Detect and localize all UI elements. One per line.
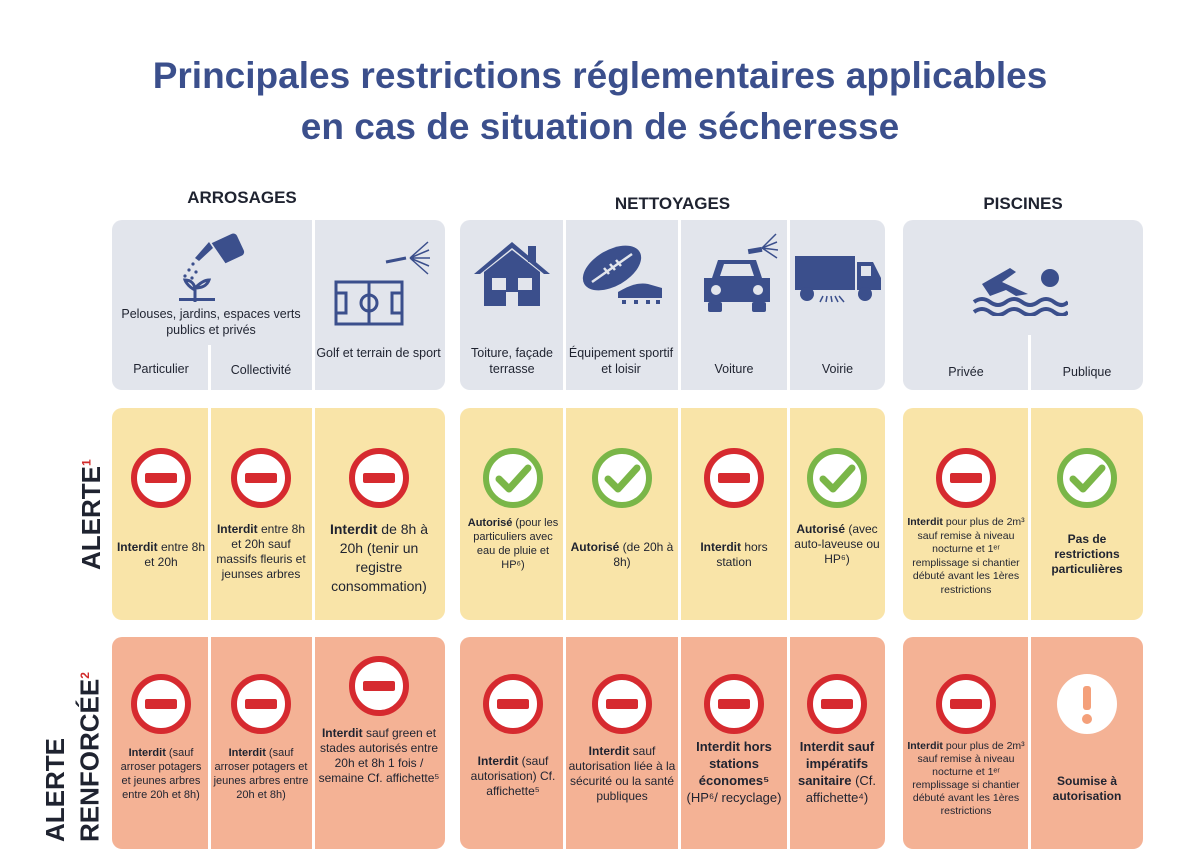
cell-text-part: Soumise à autorisation xyxy=(1052,774,1122,803)
alerte-text-3 xyxy=(318,520,440,596)
cell-text-part: (Cf. affichette⁴) xyxy=(805,773,877,805)
row-divider xyxy=(563,408,566,849)
cell-text-part: Autorisé xyxy=(570,540,620,554)
swimmer-icon xyxy=(972,258,1068,316)
cell-text-part: (sauf arroser potagers et jeunes arbres entre 20h et 8h) xyxy=(120,747,202,801)
header-divider xyxy=(1028,335,1031,390)
header-divider xyxy=(208,345,211,390)
alerte-text-6 xyxy=(684,540,784,570)
category-particulier: Particulier xyxy=(133,362,189,376)
alerte-cell-voiture xyxy=(684,446,784,570)
cell-text-part: (HP⁶/ recyclage) xyxy=(686,790,782,805)
alerte-cell-publique xyxy=(1034,446,1140,577)
row-label-alerte-text: ALERTE xyxy=(76,466,106,570)
cell-text-part: entre 8h et 20h sauf massifs fleuris et jeunses arbres xyxy=(216,522,306,581)
forbidden-icon xyxy=(129,672,193,736)
forbidden-icon xyxy=(347,654,411,718)
cell-text-part: Interdit xyxy=(329,521,378,537)
renforcee-text-2 xyxy=(212,746,310,802)
cell-text-part: pour plus de 2m³ sauf remise à niveau nocturne et 1ᵉʳ remplissage si chantier débuté avant les 1ères restrictions xyxy=(912,516,1025,596)
renforcee-text-8 xyxy=(906,740,1026,818)
row-divider xyxy=(787,408,790,849)
page-title-line1: Principales restrictions réglementaires applicables xyxy=(152,55,1048,96)
row-divider xyxy=(312,408,315,849)
renforcee-cell-voiture xyxy=(684,672,784,806)
allowed-icon xyxy=(590,446,654,510)
alerte-text-8 xyxy=(906,516,1026,597)
cell-text-part: Autorisé xyxy=(467,517,513,529)
renforcee-cell-particulier xyxy=(116,672,206,802)
cell-text-part: Interdit xyxy=(907,516,943,528)
alerte-cell-toiture xyxy=(466,446,560,572)
renforcee-text-6 xyxy=(684,738,784,806)
cell-text-part: (de 20h à 8h) xyxy=(613,540,674,569)
sports-field-icon xyxy=(332,238,432,328)
category-privee: Privée xyxy=(948,365,984,379)
renforcee-text-7 xyxy=(792,738,882,806)
row-label-renforcee-note: 2 xyxy=(78,672,92,679)
alerte-cell-collectivite xyxy=(212,446,310,582)
category-equipement: Équipement sportif et loisir xyxy=(568,346,674,376)
forbidden-icon xyxy=(805,672,869,736)
cell-text-part: (avec auto-laveuse ou HP⁶) xyxy=(794,522,880,566)
alerte-cell-golf xyxy=(318,446,440,596)
cell-text-part: Interdit xyxy=(700,540,741,554)
cell-text-part: Interdit xyxy=(477,754,519,768)
cell-text-part: Interdit xyxy=(907,740,943,752)
renforcee-cell-privee xyxy=(906,672,1026,818)
forbidden-icon xyxy=(481,672,545,736)
renforcee-text-9 xyxy=(1034,774,1140,804)
category-golf: Golf et terrain de sport xyxy=(316,346,441,360)
allowed-icon xyxy=(481,446,545,510)
cell-text-part: pour plus de 2m³ sauf remise à niveau nocturne et 1ᵉʳ remplissage si chantier débuté avant les 1ères restrictions xyxy=(912,740,1025,817)
row-label-renforcee-line2: RENFORCÉE xyxy=(74,678,105,842)
cell-text-part: sauf green et stades autorisés entre 20h et 8h 1 fois / semaine Cf. affichette⁵ xyxy=(318,726,440,785)
alerte-text-7 xyxy=(792,522,882,567)
cell-text-part: de 8h à 20h (tenir un registre consommation) xyxy=(331,521,429,594)
renforcee-cell-equipement xyxy=(568,672,676,804)
cell-text-part: Interdit xyxy=(228,747,266,759)
forbidden-icon xyxy=(590,672,654,736)
renforcee-cell-publique xyxy=(1034,672,1140,804)
group-arrosages: ARROSAGES xyxy=(187,188,297,207)
renforcee-text-1 xyxy=(116,746,206,802)
cell-text-part: Interdit xyxy=(588,744,630,758)
renforcee-text-4 xyxy=(466,754,560,799)
alerte-text-5 xyxy=(568,540,676,570)
forbidden-icon xyxy=(934,446,998,510)
car-wash-icon xyxy=(698,228,778,318)
row-label-renforcee-line1: ALERTE xyxy=(40,738,70,842)
row-label-alerte-note: 1 xyxy=(79,459,94,466)
warning-icon xyxy=(1055,672,1119,736)
category-toiture: Toiture, façade terrasse xyxy=(471,346,553,376)
row-label-alerte xyxy=(76,459,107,570)
alerte-text-4 xyxy=(466,516,560,572)
cell-text-part: Interdit hors stations économes⁵ xyxy=(696,739,772,788)
forbidden-icon xyxy=(229,672,293,736)
renforcee-cell-golf xyxy=(316,654,442,786)
alerte-text-9 xyxy=(1034,532,1140,577)
alerte-cell-privee xyxy=(906,446,1026,597)
cell-text-part: sauf autorisation liée à la sécurité ou la santé publiques xyxy=(568,744,676,803)
forbidden-icon xyxy=(934,672,998,736)
forbidden-icon xyxy=(702,446,766,510)
page-title-line2: en cas de situation de sécheresse xyxy=(300,106,900,147)
group-piscines: PISCINES xyxy=(983,194,1063,213)
alerte-cell-voirie xyxy=(792,446,882,567)
category-publique: Publique xyxy=(1062,365,1112,379)
category-voirie: Voirie xyxy=(821,362,854,376)
cell-text-part: entre 8h et 20h xyxy=(144,540,206,569)
cell-text-part: Interdit xyxy=(128,747,166,759)
row-label-renforcee xyxy=(40,672,105,842)
watering-can-icon xyxy=(165,228,255,303)
header-divider xyxy=(678,220,681,390)
category-voiture: Voiture xyxy=(714,362,754,376)
header-divider xyxy=(312,220,315,390)
cell-text-part: Autorisé xyxy=(796,522,845,536)
renforcee-cell-toiture xyxy=(466,672,560,799)
forbidden-icon xyxy=(129,446,193,510)
cell-text-part: Interdit xyxy=(116,540,158,554)
allowed-icon xyxy=(1055,446,1119,510)
group-nettoyages: NETTOYAGES xyxy=(614,194,731,213)
sports-gear-icon xyxy=(578,242,664,306)
cell-text-part: (pour les particuliers avec eau de pluie et HP⁶) xyxy=(473,517,559,571)
allowed-icon xyxy=(805,446,869,510)
cell-text-part: Interdit xyxy=(321,726,363,740)
renforcee-cell-voirie xyxy=(792,672,882,806)
forbidden-icon xyxy=(702,672,766,736)
row-divider xyxy=(208,408,211,849)
category-pelouses: Pelouses, jardins, espaces verts publics et privés xyxy=(121,307,301,337)
cell-text-part: Pas de restrictions particulières xyxy=(1051,532,1123,576)
house-icon xyxy=(472,240,552,308)
cell-text-part: Interdit xyxy=(216,522,258,536)
row-divider xyxy=(678,408,681,849)
cell-text-part: (sauf arroser potagers et jeunes arbres entre 20h et 8h) xyxy=(213,747,309,801)
alerte-cell-equipement xyxy=(568,446,676,570)
cell-text-part: (sauf autorisation) Cf. affichette⁵ xyxy=(470,754,556,798)
cell-text-part: Interdit sauf impératifs sanitaire xyxy=(797,739,875,788)
forbidden-icon xyxy=(229,446,293,510)
street-sweeper-icon xyxy=(793,252,883,304)
cell-text-part: hors station xyxy=(716,540,768,569)
alerte-text-2 xyxy=(212,522,310,582)
category-collectivite: Collectivité xyxy=(230,363,292,377)
alerte-text-1 xyxy=(116,540,206,570)
renforcee-cell-collectivite xyxy=(212,672,310,802)
renforcee-text-3 xyxy=(316,726,442,786)
row-divider xyxy=(1028,408,1031,849)
alerte-cell-particulier xyxy=(116,446,206,570)
renforcee-text-5 xyxy=(568,744,676,804)
forbidden-icon xyxy=(347,446,411,510)
